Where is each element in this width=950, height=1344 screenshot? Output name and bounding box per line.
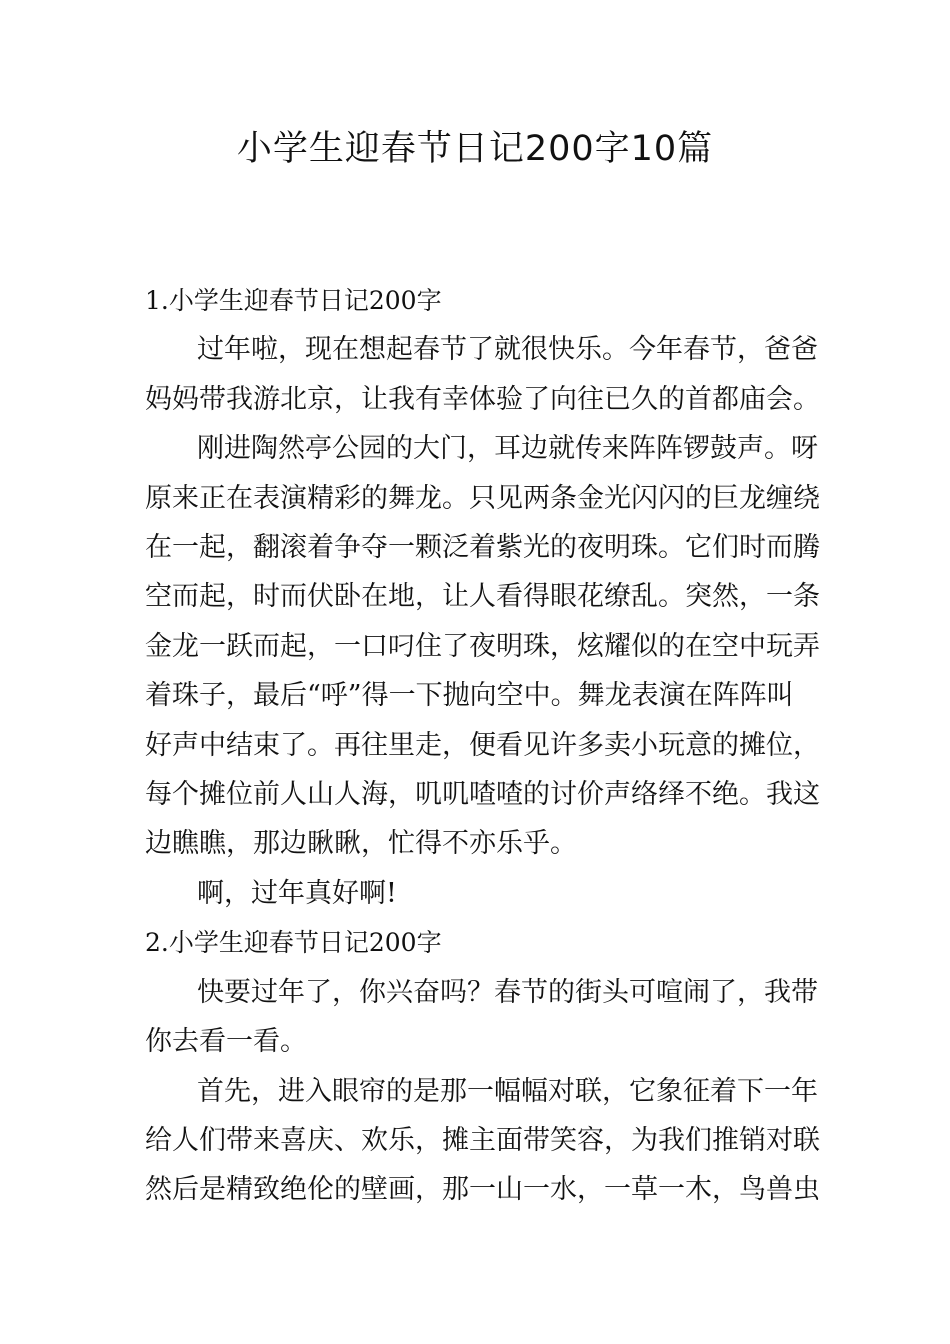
text-line: 原来正在表演精彩的舞龙。只见两条金光闪闪的巨龙缠绕 [145,482,820,514]
text-line: 着珠子，最后“呼”得一下抛向空中。舞龙表演在阵阵叫 [145,680,794,712]
document-body [145,276,820,1215]
text-line: 好声中结束了。再往里走，便看见许多卖小玩意的摊位， [145,729,820,761]
section-heading: 2.小学生迎春节日记200字 [145,928,442,958]
text-line: 过年啦，现在想起春节了就很快乐。今年春节，爸爸 [197,334,818,366]
text-line: 首先，进入眼帘的是那一幅幅对联，它象征着下一年 [197,1075,818,1107]
text-line: 快要过年了，你兴奋吗？春节的街头可喧闹了，我带 [197,976,818,1008]
text-line: 边瞧瞧，那边瞅瞅，忙得不亦乐乎。 [145,828,577,860]
text-line: 啊，过年真好啊! [197,877,397,909]
section-heading: 1.小学生迎春节日记200字 [145,286,442,315]
text-line: 每个摊位前人山人海，叽叽喳喳的讨价声络绎不绝。我这 [145,779,820,811]
text-line: 刚进陶然亭公园的大门，耳边就传来阵阵锣鼓声。呀 [197,433,818,465]
text-line: 给人们带来喜庆、欢乐，摊主面带笑容，为我们推销对联 [145,1124,820,1156]
document-title: 小学生迎春节日记200字10篇 [236,129,714,169]
text-line: 金龙一跃而起，一口叼住了夜明珠，炫耀似的在空中玩弄 [145,630,820,662]
text-line: 然后是精致绝伦的壁画，那一山一水，一草一木，鸟兽虫 [145,1174,820,1206]
text-line: 你去看一看。 [145,1026,307,1058]
text-line: 空而起，时而伏卧在地，让人看得眼花缭乱。突然，一条 [145,581,820,613]
text-line: 在一起，翻滚着争夺一颗泛着紫光的夜明珠。它们时而腾 [145,532,820,564]
text-line: 妈妈带我游北京，让我有幸体验了向往已久的首都庙会。 [145,383,820,415]
